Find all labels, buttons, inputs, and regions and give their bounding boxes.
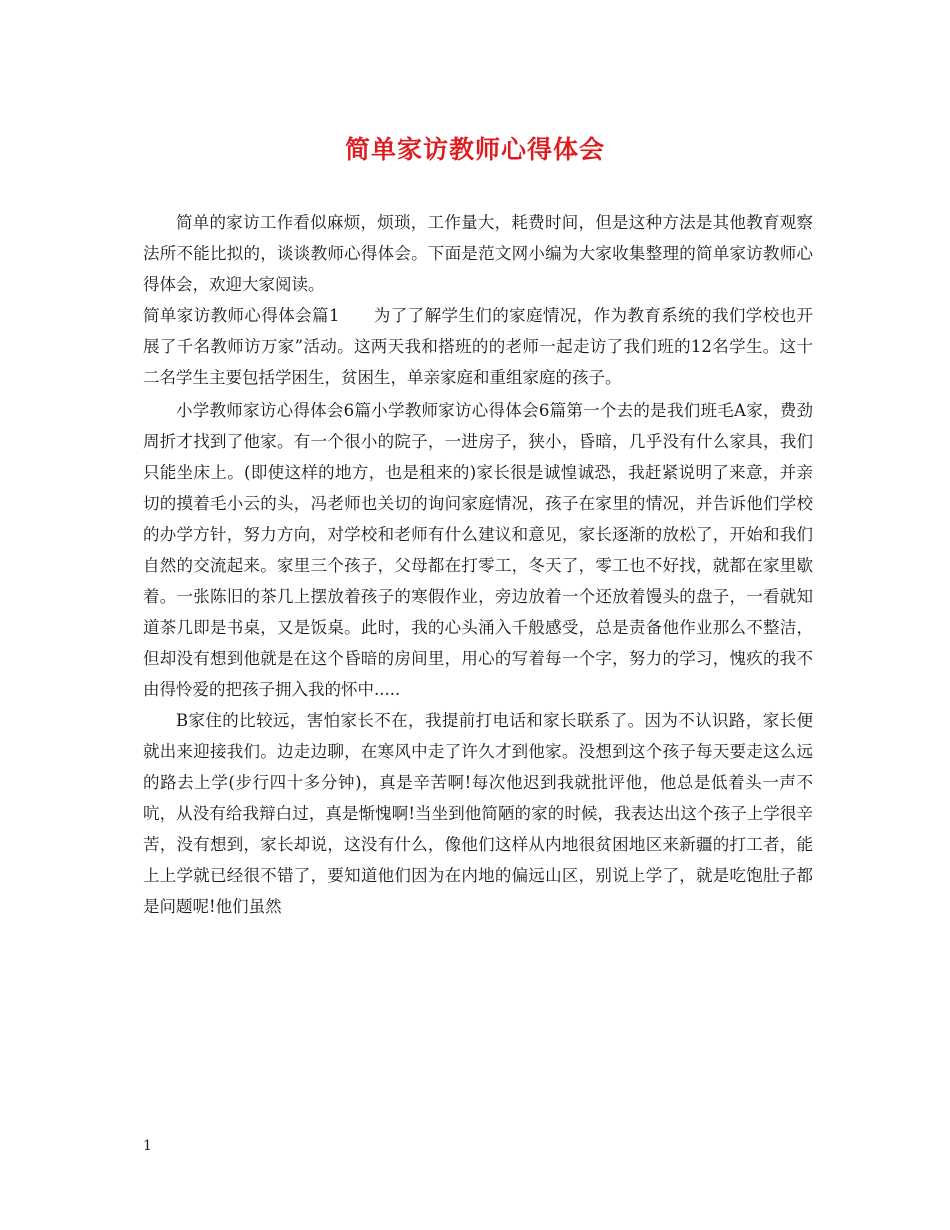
section-text: 为了了解学生们的家庭情况，作为教育系统的我们学校也开展了千名教师访万家”活动。这两天我和搭班的的老师一起走访了我们班的12名学生。这十二名学生主要包括学困生，贫困生，单亲家庭和重组家庭的孩子。 <box>143 306 814 387</box>
section-paragraph <box>143 300 813 393</box>
document-title: 简单家访教师心得体会 <box>344 135 605 164</box>
document-body <box>143 207 813 922</box>
intro-paragraph: 简单的家访工作看似麻烦，烦琐，工作量大，耗费时间，但是这种方法是其他教育观察法所不能比拟的，谈谈教师心得体会。下面是范文网小编为大家收集整理的简单家访教师心得体会，欢迎大家阅读。 <box>143 213 813 294</box>
page-number: 1 <box>143 1138 152 1154</box>
body-paragraph-visit-a: 小学教师家访心得体会6篇小学教师家访心得体会6篇第一个去的是我们班毛A家，费劲周折才找到了他家。有一个很小的院子，一进房子，狭小，昏暗，几乎没有什么家具，我们只能坐床上。(即使这样的地方，也是租来的)家长很是诚惶诚恐，我赶紧说明了来意，并亲切的摸着毛小云的头，冯老师也关切的询问家庭情况，孩子在家里的情况，并告诉他们学校的办学方针，努力方向，对学校和老师有什么建议和意见，家长逐渐的放松了，开始和我们自然的交流起来。家里三个孩子，父母都在打零工，冬天了，零工也不好找，就都在家里歇着。一张陈旧的茶几上摆放着孩子的寒假作业，旁边放着一个还放着馒头的盘子，一看就知道茶几即是书桌，又是饭桌。此时，我的心头涌入千般感受，总是责备他作业那么不整洁，但却没有想到他就是在这个昏暗的房间里，用心的写着每一个字，努力的学习，愧疚的我不由得怜爱的把孩子拥入我的怀中..... <box>143 401 813 699</box>
body-paragraph-visit-b: B家住的比较远，害怕家长不在，我提前打电话和家长联系了。因为不认识路，家长便就出来迎接我们。边走边聊，在寒风中走了许久才到他家。没想到这个孩子每天要走这么远的路去上学(步行四十多分钟)，真是辛苦啊!每次他迟到我就批评他，他总是低着头一声不吭，从没有给我辩白过，真是惭愧啊!当坐到他简陋的家的时候，我表达出这个孩子上学很辛苦，没有想到，家长却说，这没有什么，像他们这样从内地很贫困地区来新疆的打工者，能上上学就已经很不错了，要知道他们因为在内地的偏远山区，别说上学了，就是吃饱肚子都是问题呢!他们虽然 <box>143 711 813 916</box>
section-heading: 简单家访教师心得体会篇1 <box>143 306 340 325</box>
